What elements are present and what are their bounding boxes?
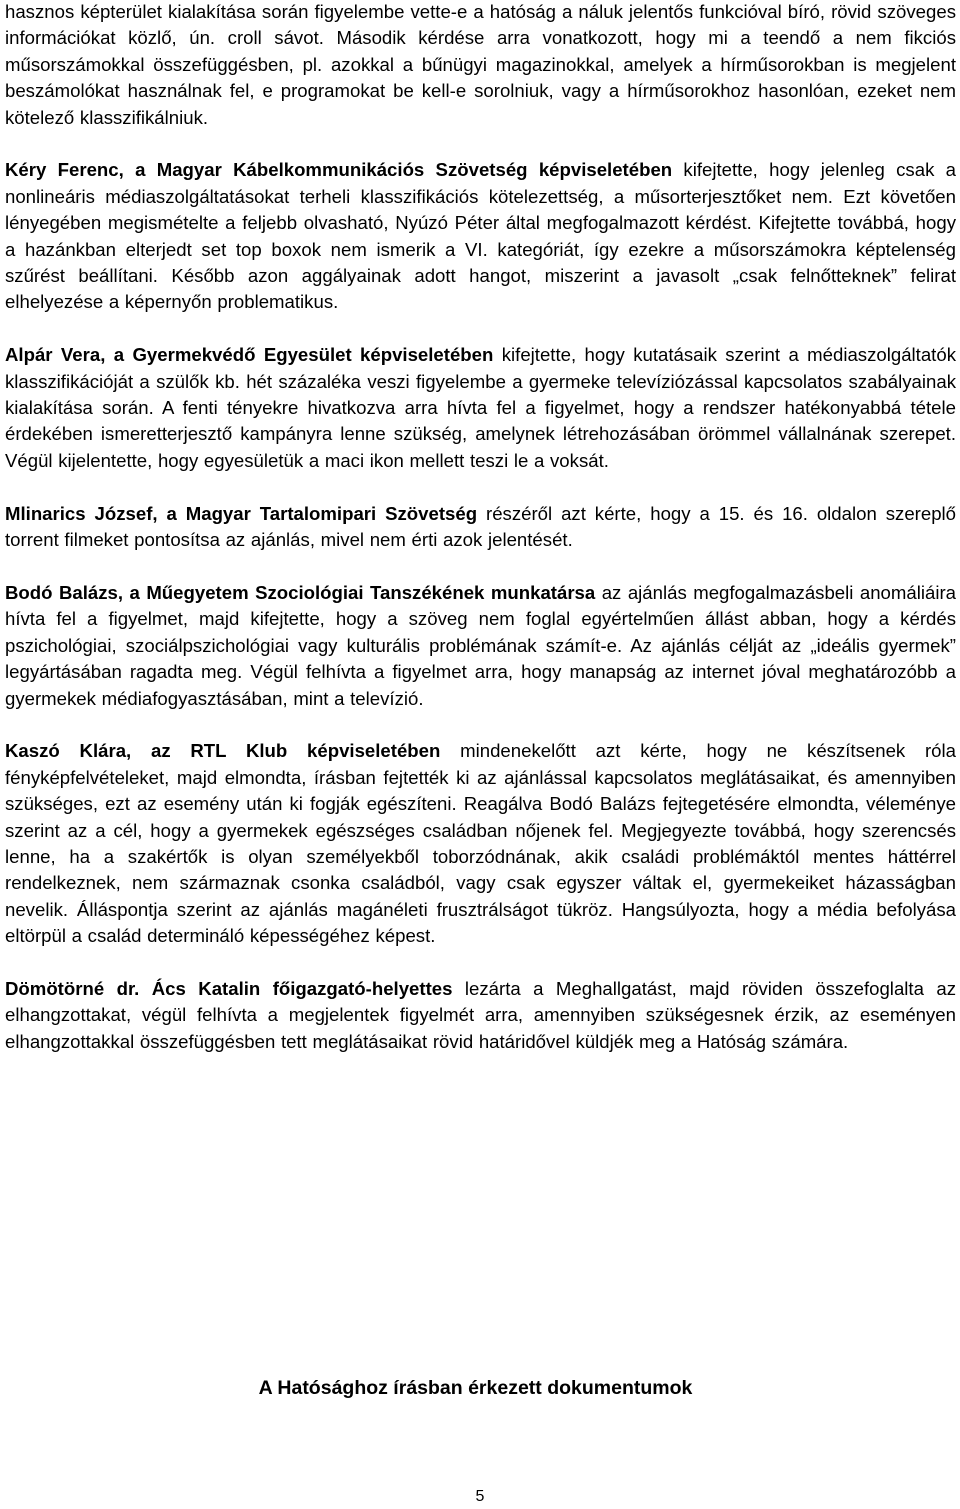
paragraph-bodo bbox=[5, 580, 956, 712]
speaker-name: Mlinarics József, a Magyar Tartalomipari Szövetség bbox=[5, 502, 478, 524]
speaker-name: Dömötörné dr. Ács Katalin főigazgató-helyettes bbox=[5, 977, 453, 999]
speaker-name: Alpár Vera, a Gyermekvédő Egyesület képviseletében bbox=[5, 344, 494, 366]
intro-paragraph: hasznos képterület kialakítása során figyelembe vette-e a hatóság a náluk jelentős funkcióval bíró, rövid szöveges információkat közlő, ún. croll sávot. Második kérdése arra vonatkozott, hogy mi a teendő a nem fikciós műsorszámokkal összefüggésben, pl. azokkal a bűnügyi magazinokkal, amelyek a hírműsorokban is megjelent beszámolókat használnak fel, e programokat be kell-e sorolniuk, vagy a hírműsorokhoz hasonlóan, ezeket nem kötelező klasszifikálniuk. bbox=[5, 1, 956, 128]
paragraph-text: lezárta a Meghallgatást, majd röviden összefoglalta az elhangzottakat, végül felhívta a megjelentek figyelmét arra, amennyiben szükségesnek érzik, az eseményen elhangzottakkal összefüggésben tett meglátásaikat rövid határidővel küldjék meg a Hatóság számára. bbox=[5, 977, 956, 1052]
speaker-name: Bodó Balázs, a Műegyetem Szociológiai Tanszékének munkatársa bbox=[5, 581, 596, 603]
document-page bbox=[5, 0, 956, 1055]
speaker-name: Kaszó Klára, az RTL Klub képviseletében bbox=[5, 740, 441, 762]
speaker-name: Kéry Ferenc, a Magyar Kábelkommunikációs Szövetség képviseletében bbox=[5, 159, 673, 181]
paragraph-alpar bbox=[5, 342, 956, 474]
paragraph-text: az ajánlás megfogalmazásbeli anomáliáira hívta fel a figyelmet, majd kifejtette, hogy a szöveg nem foglal egyértelműen állást abban, hogy a kérdés pszichológiai, szociálpszichológiai vagy kulturális problémának számít-e. Az ajánlás célját az „ideális gyermek” legyártásában ragadta meg. Végül felhívta a figyelmet arra, hogy manapság az internet jóval meghatározóbb a gyermekek médiafogyasztásában, mint a televízió. bbox=[5, 581, 956, 709]
paragraph-text: kifejtette, hogy kutatásaik szerint a médiaszolgáltatók klasszifikációját a szülők kb. hét százaléka veszi figyelembe a gyermeke televíziózással kapcsolatos szabályainak kialakítása során. A fenti tényekre hivatkozva arra hívta fel a figyelmet, hogy a rendszer hatékonyabbá tétele érdekében ismeretterjesztő kampányra lenne szükség, amelynek létrehozásában örömmel vállalnának szerepet. Végül kijelentette, hogy egyesületük a maci ikon mellett teszi le a voksát. bbox=[5, 344, 956, 471]
paragraph-text: kifejtette, hogy jelenleg csak a nonlineáris médiaszolgáltatásokat terheli klasszifikációs kötelezettség, a műsorterjesztőket nem. Ezt követően lényegében megismételte a feljebb olvasható, Nyúzó Péter által megfogalmazott kérdést. Kifejtette továbbá, hogy a hazánkban elterjedt set top boxok nem ismerik a VI. kategóriát, így ezekre a műsorszámokra képtelenség szűrést beállítani. Később azon aggályainak adott hangot, miszerint a javasolt „csak felnőtteknek” felirat elhelyezése a képernyőn problematikus. bbox=[5, 159, 956, 313]
paragraph-kery bbox=[5, 157, 956, 315]
paragraph-text: részéről azt kérte, hogy a 15. és 16. oldalon szereplő torrent filmeket pontosítsa az ajánlás, mivel nem érti azok jelentését. bbox=[5, 502, 957, 551]
paragraph-kaszo bbox=[5, 738, 956, 949]
section-heading: A Hatósághoz írásban érkezett dokumentumok bbox=[258, 1377, 693, 1399]
paragraph-mlinarics bbox=[5, 501, 956, 554]
paragraph-text: mindenekelőtt azt kérte, hogy ne készítsenek róla fényképfelvételeket, majd elmondta, írásban fejtették ki az ajánlással kapcsolatos meglátásaikat, és amennyiben szükséges, ezt az esemény után ki fogják egészíteni. Reagálva Bodó Balázs fejtegetésére elmondta, véleménye szerint az a cél, hogy a gyermekek egészséges családban nőjenek fel. Megjegyezte továbbá, hogy szerencsés lenne, ha a szakértők is olyan személyekből toborzódnának, akik családi problémáktól mentes háttérrel rendelkeznek, nem származnak csonka családból, vagy csak egyszer váltak el, gyermekeiket házasságban nevelik. Álláspontja szerint az ajánlás magánéleti frusztrálságot tükröz. Hangsúlyozta, hogy a média befolyása eltörpül a család determináló képességéhez képest. bbox=[5, 740, 956, 947]
paragraph-domotorne bbox=[5, 976, 956, 1055]
page-number: 5 bbox=[475, 1488, 485, 1505]
